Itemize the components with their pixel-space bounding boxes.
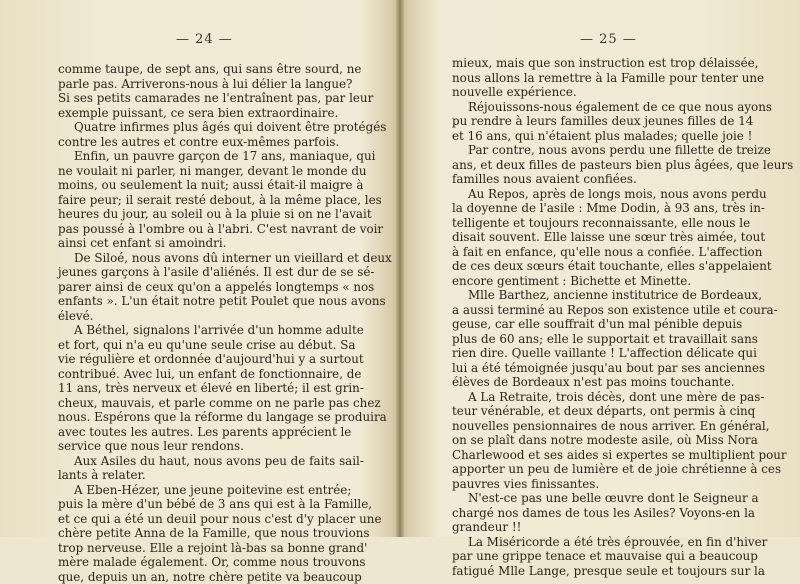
text-line: la doyenne de l'asile : Mme Dodin, à 93 ans, très in- — [452, 201, 742, 216]
text-line: trop nerveuse. Elle a rejoint là-bas sa bonne grand' — [58, 541, 350, 556]
text-line: contre les autres et contre eux-mêmes parfois. — [58, 135, 350, 150]
text-line: à fait en enfance, qu'elle nous a confiée. L'affection — [452, 245, 742, 260]
text-line: 11 ans, très nerveux et élevé en liberté; il est grin- — [58, 381, 350, 396]
text-line: pauvres vies finissantes. — [452, 477, 742, 492]
text-line: geuse, car elle souffrait d'un mal pénible depuis — [452, 317, 742, 332]
text-line: contribué. Avec lui, un enfant de fonctionnaire, de — [58, 367, 350, 382]
text-line: parer ainsi de ceux qu'on a appelés longtemps « nos — [58, 280, 350, 295]
text-line: jeunes garçons à l'asile d'aliénés. Il est dur de se sé- — [58, 265, 350, 280]
text-line: puis la mère d'un bébé de 3 ans qui est à la Famille, — [58, 497, 350, 512]
left-page — [0, 0, 398, 537]
page-number: — 24 — — [176, 32, 233, 47]
text-line: lui a été témoignée jusqu'au bout par ses anciennes — [452, 361, 742, 376]
text-line: Au Repos, après de longs mois, nous avons perdu — [452, 187, 742, 202]
text-line: élèves de Bordeaux n'est pas moins touchante. — [452, 375, 742, 390]
text-line: et ce qui a été un deuil pour nous c'est d'y placer une — [58, 512, 350, 527]
text-line: chargé nos dames de tous les Asiles? Voyons-en la — [452, 506, 742, 521]
text-line: Enfin, un pauvre garçon de 17 ans, maniaque, qui — [58, 149, 350, 164]
text-line: disait souvent. Elle laisse une sœur très aimée, tout — [452, 230, 742, 245]
text-line: chère petite Anna de la Famille, que nous trouvions — [58, 526, 350, 541]
text-line: Réjouissons-nous également de ce que nous ayons — [452, 100, 742, 115]
text-line: élevé. — [58, 309, 350, 324]
text-line: que, depuis un an, notre chère petite va beaucoup — [58, 570, 350, 584]
text-line: heures du jour, au soleil ou à la pluie si on ne l'avait — [58, 207, 350, 222]
text-line: Par contre, nous avons perdu une fillette de treize — [452, 143, 742, 158]
text-line: La Miséricorde a été très éprouvée, en fin d'hiver — [452, 535, 742, 550]
text-line: A Eben-Hézer, une jeune poitevine est entrée; — [58, 483, 350, 498]
text-line: Charlewood et ses aides si expertes se multiplient pour — [452, 448, 742, 463]
text-line: on se plaît dans notre modeste asile, où Miss Nora — [452, 433, 742, 448]
text-line: faire peur; il serait resté debout, à la même place, les — [58, 193, 350, 208]
text-line: apporter un peu de lumière et de joie chrétienne à ces — [452, 462, 742, 477]
text-line: mère malade également. Or, comme nous trouvons — [58, 555, 350, 570]
text-line: par une grippe tenace et mauvaise qui a beaucoup — [452, 549, 742, 564]
text-line: avec toutes les autres. Les parents apprécient le — [58, 425, 350, 440]
text-line: plus de 60 ans; elle le supportait et travaillait sans — [452, 332, 742, 347]
text-line: enfants ». L'un était notre petit Poulet que nous avons — [58, 294, 350, 309]
right-page — [402, 0, 800, 537]
text-line: De Siloé, nous avons dû interner un vieillard et deux — [58, 251, 350, 266]
text-line: Aux Asiles du haut, nous avons peu de faits sail- — [58, 454, 350, 469]
text-line: vie régulière et ordonnée d'aujourd'hui y a surtout — [58, 352, 350, 367]
text-line: et 16 ans, qui n'étaient plus malades; quelle joie ! — [452, 129, 742, 144]
text-line: et fort, qui n'a eu qu'une seule crise au début. Sa — [58, 338, 350, 353]
text-line: N'est-ce pas une belle œuvre dont le Seigneur a — [452, 491, 742, 506]
text-line: ainsi cet enfant si amoindri. — [58, 236, 350, 251]
page-body-text — [58, 62, 350, 584]
page-body-text — [452, 56, 742, 578]
text-line: Mlle Barthez, ancienne institutrice de Bordeaux, — [452, 288, 742, 303]
text-line: telligente et toujours reconnaissante, elle nous le — [452, 216, 742, 231]
text-line: grandeur !! — [452, 520, 742, 535]
text-line: encore gentiment : Bichette et Minette. — [452, 274, 742, 289]
text-line: mieux, mais que son instruction est trop délaissée, — [452, 56, 742, 71]
text-line: rien dire. Quelle vaillante ! L'affection délicate qui — [452, 346, 742, 361]
page-number: — 25 — — [580, 32, 637, 47]
text-line: moins, ou seulement la nuit; aussi était-il maigre à — [58, 178, 350, 193]
text-line: pu rendre à leurs familles deux jeunes filles de 14 — [452, 114, 742, 129]
text-line: pas poussé à l'ombre ou à l'abri. C'est navrant de voir — [58, 222, 350, 237]
text-line: exemple puissant, ce sera bien extraordinaire. — [58, 106, 350, 121]
text-line: Quatre infirmes plus âgés qui doivent être protégés — [58, 120, 350, 135]
text-line: teur vénérable, et deux départs, ont permis à cinq — [452, 404, 742, 419]
text-line: fatigué Mlle Lange, presque seule et toujours sur la — [452, 564, 742, 579]
text-line: Si ses petits camarades ne l'entraînent pas, par leur — [58, 91, 350, 106]
text-line: service que nous leur rendons. — [58, 439, 350, 454]
text-line: parle pas. Arriverons-nous à lui délier la langue? — [58, 77, 350, 92]
text-line: A La Retraite, trois décès, dont une mère de pas- — [452, 390, 742, 405]
text-line: ans, et deux filles de pasteurs bien plus âgées, que leurs — [452, 158, 742, 173]
text-line: nous. Espérons que la réforme du langage se produira — [58, 410, 350, 425]
text-line: a aussi terminé au Repos son existence utile et coura- — [452, 303, 742, 318]
text-line: comme taupe, de sept ans, qui sans être sourd, ne — [58, 62, 350, 77]
text-line: ne voulait ni parler, ni manger, devant le monde du — [58, 164, 350, 179]
text-line: cheux, mauvais, et parle comme on ne parle pas chez — [58, 396, 350, 411]
text-line: A Béthel, signalons l'arrivée d'un homme adulte — [58, 323, 350, 338]
text-line: nouvelle expérience. — [452, 85, 742, 100]
text-line: nouvelles pensionnaires de nous arriver. En général, — [452, 419, 742, 434]
text-line: lants à relater. — [58, 468, 350, 483]
text-line: de ces deux sœurs était touchante, elles s'appelaient — [452, 259, 742, 274]
text-line: familles nous avaient confiées. — [452, 172, 742, 187]
text-line: nous allons la remettre à la Famille pour tenter une — [452, 71, 742, 86]
